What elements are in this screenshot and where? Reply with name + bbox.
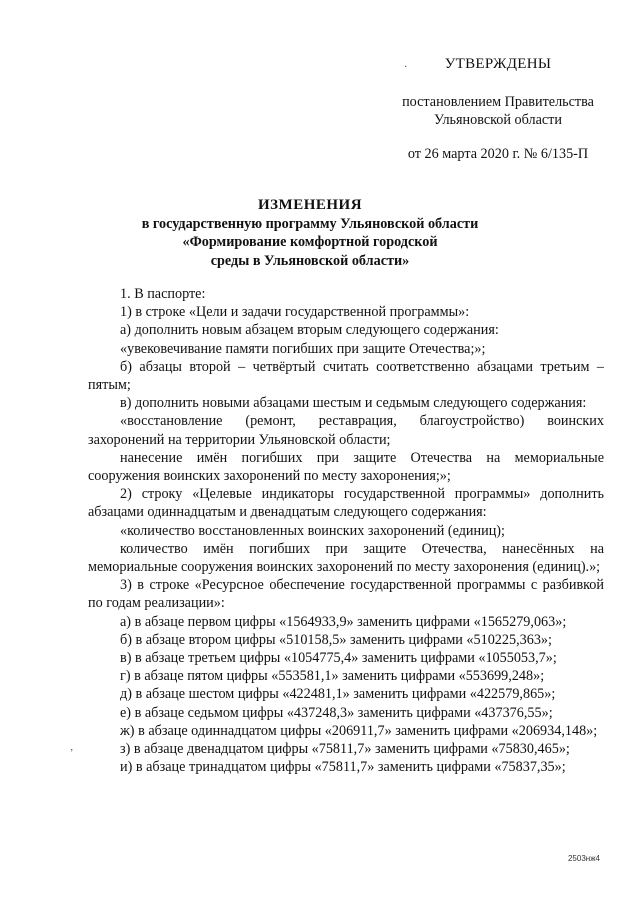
paragraph: б) абзацы второй – четвёртый считать соответственно абзацами третьим – пятым; <box>88 358 604 394</box>
paragraph: а) дополнить новым абзацем вторым следующего содержания: <box>120 322 499 339</box>
paragraph: 1. В паспорте: <box>120 286 206 302</box>
paragraph: «восстановление (ремонт, реставрация, благоустройство) воинских захоронений на территории Ульяновской области; <box>88 413 604 448</box>
title-line: ИЗМЕНЕНИЯ <box>257 197 363 213</box>
paragraph: нанесение имён погибших при защите Отечества на мемориальные сооружения воинских захоронений по месту захоронения;»; <box>88 449 604 485</box>
scan-speck: ’ <box>70 748 74 759</box>
paragraph: 3) в строке «Ресурсное обеспечение государственной программы с разбивкой по годам реализации»: <box>88 577 604 612</box>
approval-line: Ульяновской области <box>434 112 562 128</box>
paragraph: в) в абзаце третьем цифры «1054775,4» заменить цифрами «1055053,7»; <box>120 650 557 667</box>
paragraph: и) в абзаце тринадцатом цифры «75811,7» заменить цифрами «75837,35»; <box>120 759 566 776</box>
paragraph: з) в абзаце двенадцатом цифры «75811,7» заменить цифрами «75830,465»; <box>120 741 570 758</box>
approval-line: постановлением Правительства <box>402 94 594 110</box>
paragraph: е) в абзаце седьмом цифры «437248,3» заменить цифрами «437376,55»; <box>120 704 553 721</box>
paragraph: «увековечивание памяти погибших при защите Отечества;»; <box>120 340 486 357</box>
title-line: «Формирование комфортной городской <box>182 234 438 250</box>
title-line: в государственную программу Ульяновской области <box>141 215 479 232</box>
paragraph: а) в абзаце первом цифры «1564933,9» заменить цифрами «1565279,063»; <box>120 613 567 630</box>
document-body <box>88 285 604 776</box>
paragraph: д) в абзаце шестом цифры «422481,1» заменить цифрами «422579,865»; <box>120 686 556 703</box>
approval-date-number: от 26 марта 2020 г. № 6/135-П <box>407 146 589 162</box>
title-line: среды в Ульяновской области» <box>210 252 410 269</box>
paragraph: 1) в строке «Цели и задачи государственной программы»: <box>120 304 470 321</box>
paragraph: количество имён погибших при защите Отечества, нанесённых на мемориальные сооружения воинских захоронений по месту захоронения (единиц).»; <box>88 540 604 576</box>
paragraph: «количество восстановленных воинских захоронений (единиц); <box>120 522 505 539</box>
document-title <box>100 196 520 270</box>
paragraph: 2) строку «Целевые индикаторы государственной программы» дополнить абзацами одиннадцатым и двенадцатым следующего содержания: <box>88 486 604 521</box>
paragraph: ж) в абзаце одиннадцатом цифры «206911,7» заменить цифрами «206934,148»; <box>120 722 598 739</box>
scan-speck: · <box>404 62 408 73</box>
paragraph: б) в абзаце втором цифры «510158,5» заменить цифрами «510225,363»; <box>120 631 552 648</box>
paragraph: г) в абзаце пятом цифры «553581,1» заменить цифрами «553699,248»; <box>120 668 545 685</box>
approval-heading: УТВЕРЖДЕНЫ <box>444 56 552 72</box>
paragraph: в) дополнить новыми абзацами шестым и седьмым следующего содержания: <box>120 395 587 412</box>
footer-code: 2503нж4 <box>567 854 600 863</box>
